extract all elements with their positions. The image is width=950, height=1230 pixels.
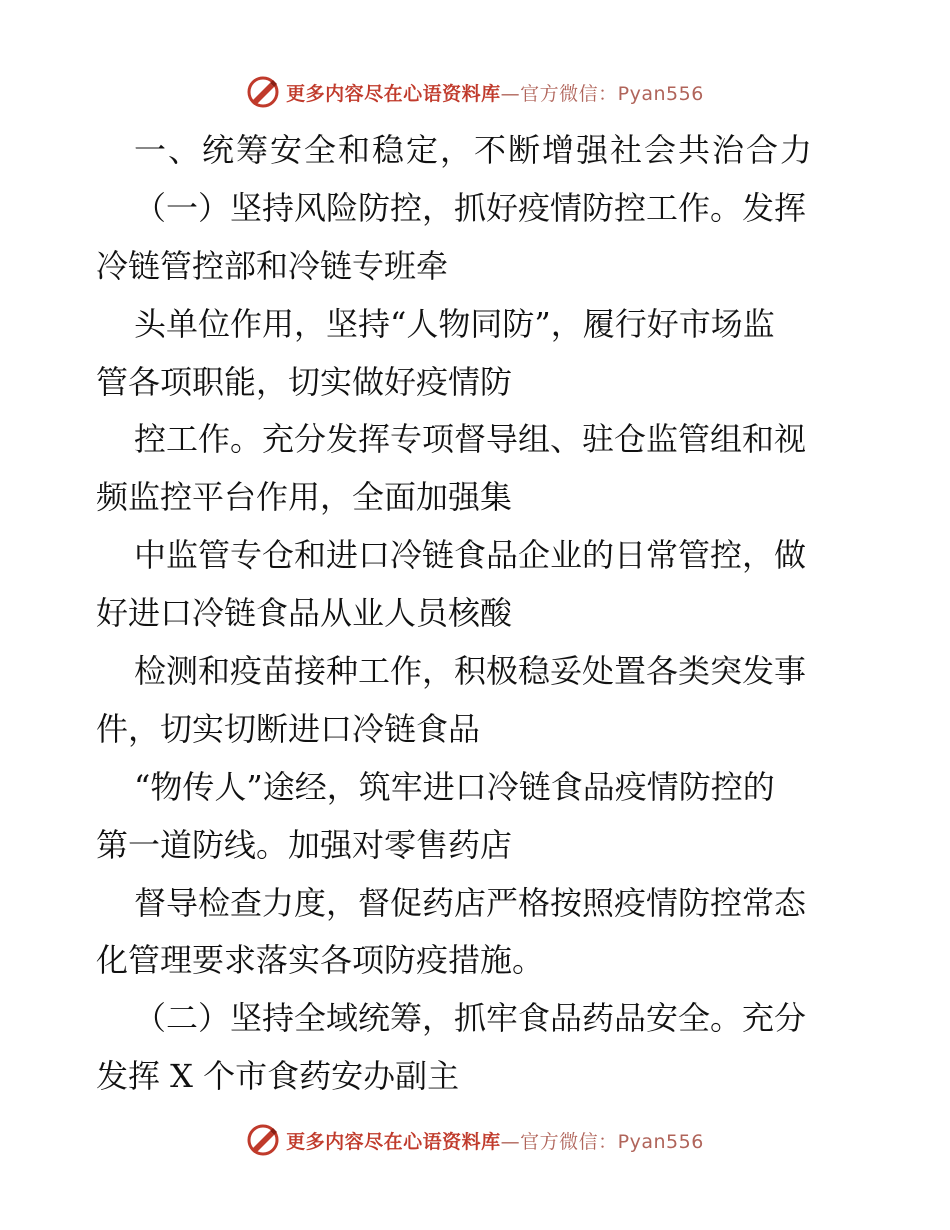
text-line: 中监管专仓和进口冷链食品企业的日常管控，做: [134, 536, 807, 575]
text-line: 头单位作用，坚持“人物同防”，履行好市场监: [134, 304, 775, 343]
text-line: 件，切实切断进口冷链食品: [96, 709, 481, 748]
text-line: 管各项职能，切实做好疫情防: [96, 362, 513, 401]
brand-logo-icon: [246, 1123, 280, 1157]
document-body: [96, 122, 856, 1106]
watermark-brand: 更多内容尽在心语资料库: [286, 1130, 501, 1153]
watermark-brand: 更多内容尽在心语资料库: [286, 82, 501, 105]
brand-logo-icon: [246, 75, 280, 109]
watermark-text: [286, 79, 704, 106]
section-heading: 一、统筹安全和稳定，不断增强社会共治合力: [134, 131, 815, 169]
text-line: 好进口冷链食品从业人员核酸: [96, 594, 513, 633]
text-line: “物传人”途经，筑牢进口冷链食品疫情防控的: [134, 767, 775, 806]
text-line: 化管理要求落实各项防疫措施。: [96, 941, 545, 980]
text-line: 检测和疫苗接种工作，积极稳妥处置各类突发事: [134, 652, 807, 691]
text-line: 冷链管控部和冷链专班牵: [96, 246, 449, 285]
text-line: 第一道防线。加强对零售药店: [96, 825, 513, 864]
text-line: 控工作。充分发挥专项督导组、驻仓监管组和视: [134, 420, 807, 459]
text-line: 频监控平台作用，全面加强集: [96, 478, 513, 517]
watermark-text: [286, 1127, 704, 1154]
text-line: 发挥 X 个市食药安办副主: [96, 1057, 460, 1096]
watermark-banner-top: [0, 72, 950, 112]
watermark-banner-bottom: [0, 1120, 950, 1160]
subsection-heading: （二）坚持全域统筹，抓牢食品药品安全。充分: [134, 999, 807, 1038]
text-line: 督导检查力度，督促药店严格按照疫情防控常态: [134, 883, 807, 922]
text-line: （一）坚持风险防控，抓好疫情防控工作。发挥: [134, 188, 807, 227]
watermark-contact: —官方微信：Pyan556: [500, 1130, 704, 1153]
watermark-contact: —官方微信：Pyan556: [500, 82, 704, 105]
